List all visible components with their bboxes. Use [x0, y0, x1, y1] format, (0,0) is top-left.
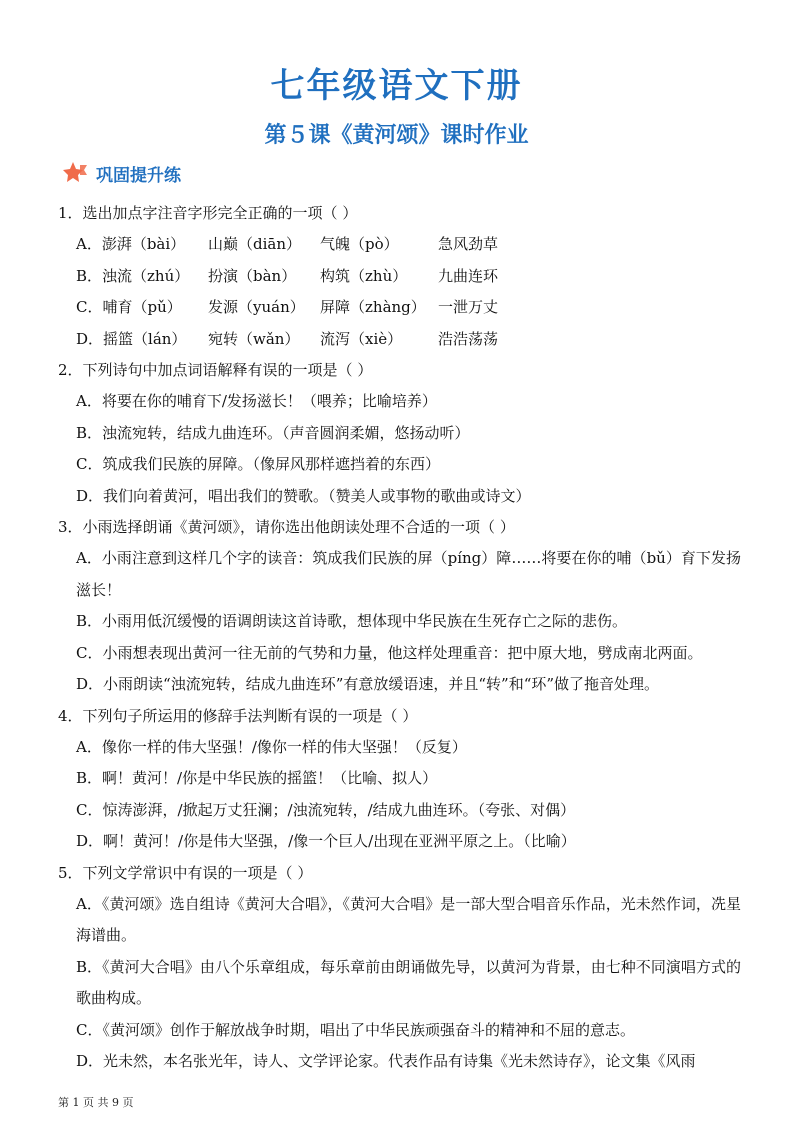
option-d: D．我们向着黄河，唱出我们的赞歌。（赞美人或事物的歌曲或诗文）: [76, 486, 531, 505]
option-c: C．筑成我们民族的屏障。（像屏风那样遮挡着的东西）: [76, 455, 440, 474]
page-number: 第 1 页 共 9 页: [58, 1096, 134, 1109]
option-c: [58, 292, 741, 323]
option-part: C．哺育（pǔ）: [76, 298, 182, 317]
option-part: 流泻（xiè）: [320, 329, 403, 348]
option-b: B．啊！黄河！/你是中华民族的摇篮！（比喻、拟人）: [76, 769, 438, 788]
option-part: 山巅（diān）: [208, 235, 302, 254]
option-part: A．澎湃（bài）: [76, 235, 186, 254]
section-label: 巩固提升练: [96, 165, 181, 186]
question-stem: 4．下列句子所运用的修辞手法判断有误的一项是（ ）: [58, 706, 418, 725]
option-part: 扮演（bàn）: [208, 266, 297, 285]
option-part: 气魄（pò）: [320, 235, 399, 254]
option-a: A．小雨注意到这样几个字的读音：筑成我们民族的屏（píng）障……将要在你的哺（bǔ）育下发扬滋长！: [76, 549, 741, 599]
option-b: B．《黄河大合唱》由八个乐章组成，每乐章前由朗诵做先导，以黄河为背景，由七种不同演唱方式的歌曲构成。: [76, 957, 741, 1008]
option-part: 急风劲草: [438, 235, 499, 254]
question-stem: 1．选出加点字注音字形完全正确的一项（ ）: [58, 204, 358, 222]
option-c: C．惊涛澎湃，/掀起万丈狂澜；/浊流宛转，/结成九曲连环。（夸张、对偶）: [76, 800, 576, 819]
option-part: B．浊流（zhú）: [76, 266, 190, 285]
section-header: [62, 160, 181, 186]
option-b: B．浊流宛转，结成九曲连环。（声音圆润柔媚，悠扬动听）: [76, 423, 470, 442]
option-a: A．《黄河颂》选自组诗《黄河大合唱》，《黄河大合唱》是一部大型合唱音乐作品，光未然作词，冼星海谱曲。: [76, 894, 741, 945]
option-part: 屏障（zhàng）: [320, 298, 426, 317]
option-c: C．《黄河颂》创作于解放战争时期，唱出了中华民族顽强奋斗的精神和不屈的意志。: [76, 1020, 635, 1039]
question-stem: 3．小雨选择朗诵《黄河颂》，请你选出他朗读处理不合适的一项（ ）: [58, 518, 515, 537]
option-b: B．小雨用低沉缓慢的语调朗读这首诗歌，想体现中华民族在生死存亡之际的悲伤。: [76, 612, 628, 631]
option-part: 浩浩荡荡: [438, 329, 499, 348]
option-d: [58, 324, 741, 355]
option-a: A．像你一样的伟大坚强！/像你一样的伟大坚强！（反复）: [76, 737, 467, 756]
option-a: A．将要在你的哺育下/发扬滋长！（喂养；比喻培养）: [76, 392, 437, 411]
option-part: 发源（yuán）: [208, 298, 305, 317]
option-part: 九曲连环: [438, 266, 499, 285]
option-d: D．光未然，本名张光年，诗人、文学评论家。代表作品有诗集《光未然诗存》，论文集《风雨: [76, 1051, 696, 1070]
page-title: 七年级语文下册: [270, 66, 523, 106]
option-a: [58, 229, 741, 260]
question-list: [58, 198, 741, 1077]
star-ribbon-icon: [62, 161, 88, 185]
option-part: D．摇篮（lán）: [76, 329, 187, 348]
option-b: [58, 261, 741, 292]
page-subtitle: 第５课《黄河颂》课时作业: [264, 123, 529, 148]
option-d: D．小雨朗读“浊流宛转，结成九曲连环”有意放缓语速，并且“转”和“环”做了拖音处理。: [76, 675, 660, 694]
option-part: 宛转（wǎn）: [208, 329, 300, 348]
option-c: C．小雨想表现出黄河一往无前的气势和力量，他这样处理重音：把中原大地，劈成南北两面。: [76, 643, 703, 662]
question-stem: 5．下列文学常识中有误的一项是（ ）: [58, 863, 313, 882]
option-d: D．啊！黄河！/你是伟大坚强，/像一个巨人/出现在亚洲平原之上。（比喻）: [76, 832, 576, 851]
question-stem: 2．下列诗句中加点词语解释有误的一项是（ ）: [58, 361, 373, 380]
option-part: 构筑（zhù）: [320, 266, 408, 285]
option-part: 一泄万丈: [438, 298, 499, 317]
